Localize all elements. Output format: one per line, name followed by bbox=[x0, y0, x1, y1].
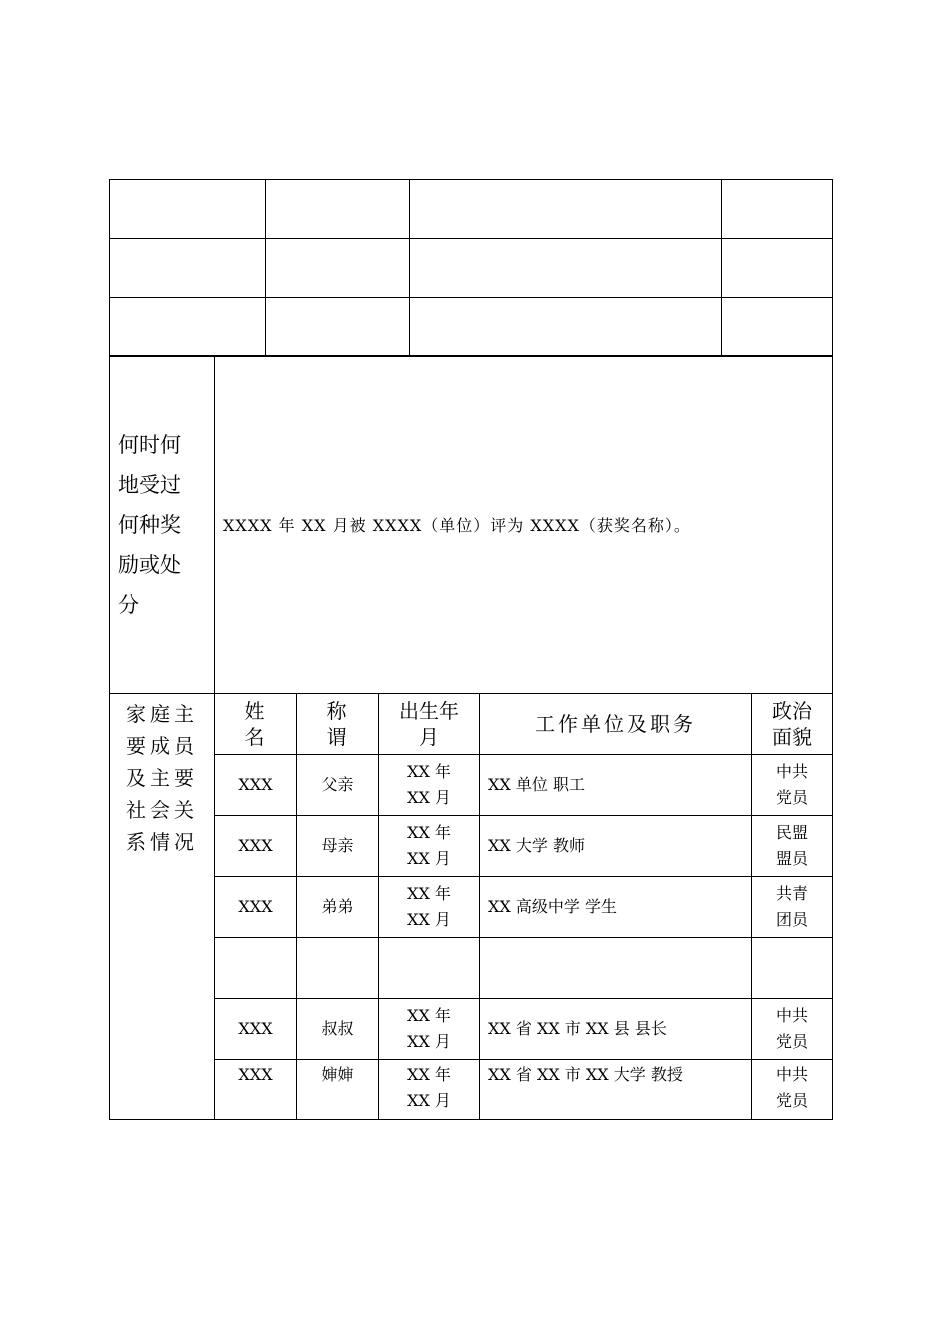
member-birth[interactable] bbox=[379, 816, 480, 877]
member-work[interactable]: XX 高级中学 学生 bbox=[480, 877, 752, 938]
member-politics[interactable] bbox=[752, 938, 833, 999]
member-name[interactable]: XXX bbox=[215, 877, 297, 938]
blank-cell[interactable] bbox=[722, 239, 833, 298]
family-label bbox=[110, 694, 215, 1120]
politics-line: 党员 bbox=[776, 1032, 809, 1051]
family-label-line: 家庭主 bbox=[126, 702, 198, 726]
main-table bbox=[109, 355, 833, 1120]
blank-cell[interactable] bbox=[266, 298, 410, 357]
politics-line: 盟员 bbox=[776, 849, 809, 868]
member-politics[interactable] bbox=[752, 877, 833, 938]
header-relation: 称 谓 bbox=[297, 694, 379, 755]
member-name[interactable]: XXX bbox=[215, 1060, 297, 1120]
member-birth[interactable] bbox=[379, 999, 480, 1060]
blank-cell[interactable] bbox=[266, 180, 410, 239]
birth-year: XX 年 bbox=[407, 1065, 451, 1084]
header-birth bbox=[379, 694, 480, 755]
member-name[interactable]: XXX bbox=[215, 755, 297, 816]
member-work[interactable]: XX 单位 职工 bbox=[480, 755, 752, 816]
member-work[interactable] bbox=[480, 938, 752, 999]
politics-line: 党员 bbox=[776, 1091, 809, 1110]
birth-year: XX 年 bbox=[407, 762, 451, 781]
blank-cell[interactable] bbox=[722, 180, 833, 239]
family-label-line: 系情况 bbox=[126, 830, 198, 854]
member-relation[interactable] bbox=[297, 938, 379, 999]
birth-year: XX 年 bbox=[407, 884, 451, 903]
member-name[interactable]: XXX bbox=[215, 816, 297, 877]
award-label-line: 何时何 bbox=[118, 432, 181, 457]
member-work[interactable]: XX 省 XX 市 XX 县 县长 bbox=[480, 999, 752, 1060]
member-politics[interactable] bbox=[752, 816, 833, 877]
birth-year: XX 年 bbox=[407, 1006, 451, 1025]
header-birth-line: 月 bbox=[419, 725, 439, 749]
member-relation[interactable]: 母亲 bbox=[297, 816, 379, 877]
member-birth[interactable] bbox=[379, 877, 480, 938]
blank-row bbox=[110, 298, 833, 357]
member-relation[interactable]: 叔叔 bbox=[297, 999, 379, 1060]
birth-month: XX 月 bbox=[407, 788, 451, 807]
header-work: 工作单位及职务 bbox=[480, 694, 752, 755]
blank-cell[interactable] bbox=[266, 239, 410, 298]
member-relation[interactable]: 父亲 bbox=[297, 755, 379, 816]
award-text: XXXX 年 XX 月被 XXXX（单位）评为 XXXX（获奖名称）。 bbox=[223, 516, 691, 535]
blank-cell[interactable] bbox=[722, 298, 833, 357]
member-birth[interactable] bbox=[379, 938, 480, 999]
member-work[interactable]: XX 大学 教师 bbox=[480, 816, 752, 877]
member-relation[interactable]: 婶婶 bbox=[297, 1060, 379, 1120]
award-row bbox=[110, 356, 833, 694]
family-label-line: 社会关 bbox=[126, 798, 198, 822]
table-row bbox=[110, 755, 833, 816]
member-birth[interactable] bbox=[379, 755, 480, 816]
award-label-line: 励或处 bbox=[118, 552, 181, 577]
header-name: 姓 名 bbox=[215, 694, 297, 755]
table-row bbox=[110, 1060, 833, 1120]
blank-cell[interactable] bbox=[410, 298, 722, 357]
family-header-row bbox=[110, 694, 833, 755]
birth-year: XX 年 bbox=[407, 823, 451, 842]
birth-month: XX 月 bbox=[407, 910, 451, 929]
header-politics-line: 面貌 bbox=[772, 725, 813, 749]
award-label-line: 何种奖 bbox=[118, 512, 181, 537]
family-label-line: 要成员 bbox=[126, 734, 198, 758]
blank-row bbox=[110, 180, 833, 239]
award-label-line: 地受过 bbox=[118, 472, 181, 497]
member-name[interactable] bbox=[215, 938, 297, 999]
blank-cell[interactable] bbox=[410, 239, 722, 298]
member-politics[interactable] bbox=[752, 1060, 833, 1120]
blank-cell[interactable] bbox=[110, 298, 266, 357]
politics-line: 党员 bbox=[776, 788, 809, 807]
member-birth[interactable] bbox=[379, 1060, 480, 1120]
award-label-line: 分 bbox=[118, 592, 139, 617]
blank-row bbox=[110, 239, 833, 298]
birth-month: XX 月 bbox=[407, 1091, 451, 1110]
member-politics[interactable] bbox=[752, 999, 833, 1060]
politics-line: 中共 bbox=[776, 1065, 809, 1084]
header-birth-line: 出生年 bbox=[399, 699, 459, 723]
politics-line: 中共 bbox=[776, 1006, 809, 1025]
top-blank-table bbox=[109, 179, 833, 357]
member-relation[interactable]: 弟弟 bbox=[297, 877, 379, 938]
blank-cell[interactable] bbox=[410, 180, 722, 239]
politics-line: 中共 bbox=[776, 762, 809, 781]
table-row bbox=[110, 999, 833, 1060]
member-name[interactable]: XXX bbox=[215, 999, 297, 1060]
table-row bbox=[110, 816, 833, 877]
award-label bbox=[110, 356, 215, 694]
politics-line: 民盟 bbox=[776, 823, 809, 842]
politics-line: 共青 bbox=[776, 884, 809, 903]
header-politics-line: 政治 bbox=[772, 699, 813, 723]
blank-cell[interactable] bbox=[110, 180, 266, 239]
politics-line: 团员 bbox=[776, 910, 809, 929]
blank-cell[interactable] bbox=[110, 239, 266, 298]
header-politics bbox=[752, 694, 833, 755]
award-content[interactable] bbox=[215, 356, 833, 694]
birth-month: XX 月 bbox=[407, 1032, 451, 1051]
table-row bbox=[110, 938, 833, 999]
birth-month: XX 月 bbox=[407, 849, 451, 868]
member-work[interactable]: XX 省 XX 市 XX 大学 教授 bbox=[480, 1060, 752, 1120]
table-row bbox=[110, 877, 833, 938]
member-politics[interactable] bbox=[752, 755, 833, 816]
family-label-line: 及主要 bbox=[126, 766, 198, 790]
